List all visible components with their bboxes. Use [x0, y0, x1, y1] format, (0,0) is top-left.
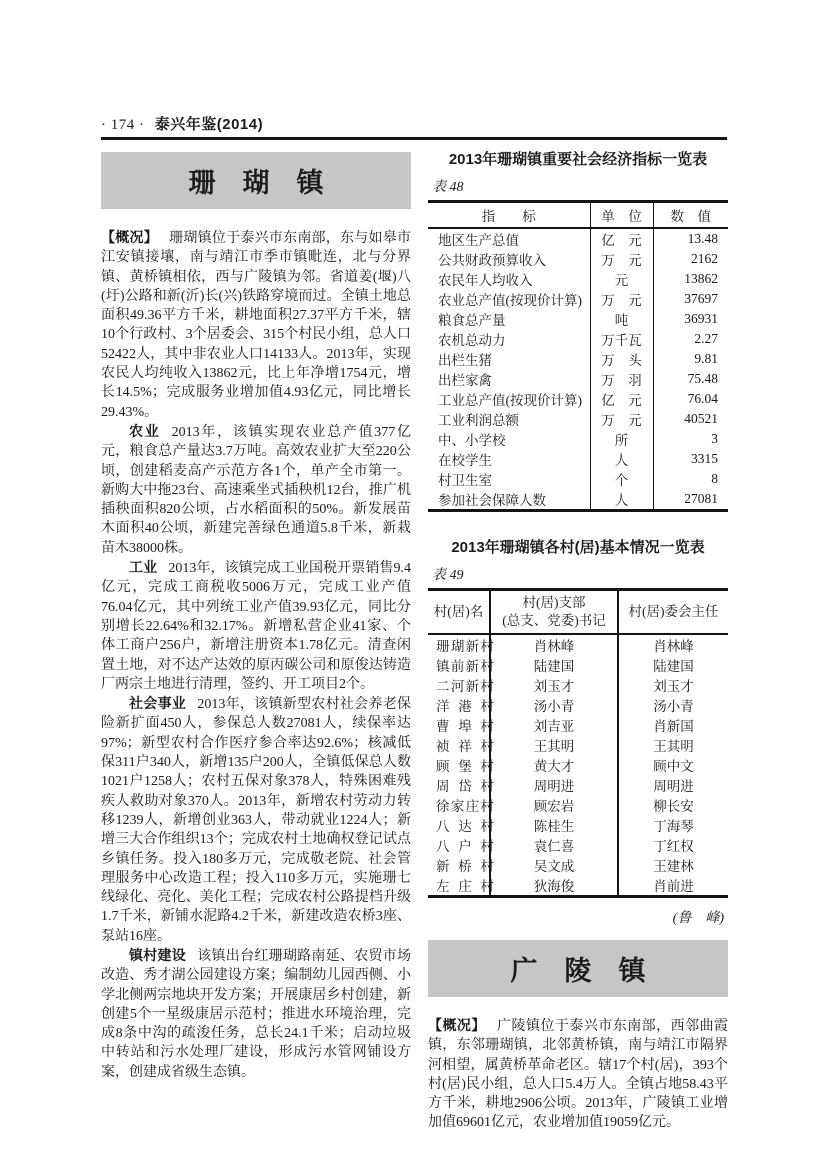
indicator-cell: 村卫生室: [438, 473, 492, 488]
col-unit: 单 位: [590, 202, 653, 229]
book-title: 泰兴年鉴(2014): [154, 116, 264, 133]
director-cell: 刘玉才: [653, 679, 694, 694]
unit-cell: 万 头: [590, 349, 653, 369]
col-indicator: 指 标: [428, 202, 590, 229]
secretary-cell: 吴文成: [490, 855, 618, 875]
villages-table: [428, 588, 728, 898]
author-byline: (鲁 峰): [672, 911, 724, 926]
secretary-cell: 刘玉才: [490, 675, 618, 695]
table-row: [428, 449, 728, 469]
table-row: [428, 269, 728, 289]
director-cell: 丁红权: [653, 839, 694, 854]
unit-cell: 元: [590, 269, 653, 289]
table48-label: 表 48: [432, 180, 464, 195]
economic-indicators-table: [428, 200, 728, 512]
table-row: [428, 755, 728, 775]
director-cell: 肖林峰: [653, 639, 694, 654]
table-row: [428, 715, 728, 735]
value-cell: 13862: [684, 271, 718, 286]
value-cell: 8: [711, 471, 718, 486]
paragraph-construction: [101, 946, 411, 1082]
table-row: [428, 795, 728, 815]
village-cell: 曹 埠 村: [436, 719, 494, 734]
indicator-cell: 工业总产值(按现价计算): [438, 393, 582, 408]
table-row: [428, 655, 728, 675]
unit-cell: 人: [590, 489, 653, 511]
value-cell: 40521: [684, 411, 718, 426]
secretary-cell: 狄海俊: [490, 875, 618, 897]
secretary-cell: 顾宏岩: [490, 795, 618, 815]
section-title: 珊 瑚 镇: [188, 168, 324, 198]
table-row: [428, 675, 728, 695]
table-row: [428, 369, 728, 389]
village-cell: 顾 堡 村: [436, 759, 494, 774]
paragraph-overview: [428, 1016, 728, 1133]
director-cell: 丁海琴: [653, 819, 694, 834]
unit-cell: 万 元: [590, 289, 653, 309]
table-row: [428, 349, 728, 369]
paragraph-label: 工业: [129, 559, 158, 576]
indicator-cell: 农民年人均收入: [438, 273, 533, 288]
table-row: [428, 469, 728, 489]
indicator-cell: 在校学生: [438, 453, 492, 468]
indicator-cell: 中、小学校: [438, 433, 506, 448]
village-cell: 珊瑚新村: [436, 639, 494, 654]
right-column: [428, 148, 728, 1133]
table-row: [428, 409, 728, 429]
village-cell: 新 桥 村: [436, 859, 494, 874]
unit-cell: 吨: [590, 309, 653, 329]
paragraph-text: 2013年，该镇实现农业总产值377亿元，粮食总产量达3.7万吨。高效农业扩大至220公顷，创建稻麦高产示范方各1个，单产全市第一。新购大中拖23台、高速乘坐式插秧机12台，推广机插秧面积820公顷，占水稻面积的50%。新发展苗木面积40公顷，新建完善绿色通道5.8千米，新栽苗木38000株。: [101, 424, 412, 556]
director-cell: 王建林: [653, 859, 694, 874]
table-row: [428, 815, 728, 835]
table-row: [428, 429, 728, 449]
paragraph-label: 【概况】: [428, 1017, 486, 1033]
col-value: 数 值: [653, 202, 728, 229]
section-title-box-shanhu: [101, 152, 411, 209]
village-cell: 镇前新村: [436, 659, 494, 674]
indicator-cell: 粮食总产量: [438, 313, 506, 328]
page-header: [101, 113, 727, 134]
table-row: [428, 389, 728, 409]
col-director: 村(居)委会主任: [618, 590, 728, 635]
unit-cell: 人: [590, 449, 653, 469]
director-cell: 顾中文: [653, 759, 694, 774]
indicator-cell: 公共财政预算收入: [438, 253, 546, 268]
unit-cell: 万千瓦: [590, 329, 653, 349]
table-row: [428, 695, 728, 715]
col-secretary-line1: 村(居)支部: [522, 595, 586, 610]
paragraph-text: 2013年，该镇完成工业国税开票销售9.4亿元，完成工商税收5006万元，完成工业产值76.04亿元，其中列统工业产值39.93亿元，同比分别增长22.64%和32.17%。新增私营企业41家、个体工商户256户，新增注册资本1.78亿元。清查闲置土地，对不达产达效的原丙碳公司和原俊达铸造厂两宗土地进行清理，签约、开工项目2个。: [101, 561, 412, 692]
director-cell: 柳长安: [653, 799, 694, 814]
village-cell: 八 户 村: [436, 839, 494, 854]
unit-cell: 万 羽: [590, 369, 653, 389]
paragraph-text: 广陵镇位于泰兴市东南部，西邻曲霞镇，东邻珊瑚镇，北邻黄桥镇，南与靖江市隔界河相望，属黄桥革命老区。辖17个村(居)，393个村(居)民小组，总人口5.4万人。全镇占地58.43平方千米，耕地2906公顷。2013年，广陵镇工业增加值69601亿元，农业增加值19059亿元。: [428, 1019, 729, 1131]
table-header-row: [428, 590, 728, 635]
indicator-cell: 出栏家禽: [438, 373, 492, 388]
header-rule: [101, 137, 727, 140]
secretary-cell: 陈桂生: [490, 815, 618, 835]
village-cell: 八 达 村: [436, 819, 494, 834]
secretary-cell: 袁仁喜: [490, 835, 618, 855]
value-cell: 13.48: [687, 231, 718, 246]
indicator-cell: 出栏生猪: [438, 353, 492, 368]
table-row: [428, 309, 728, 329]
paragraph-social: [101, 694, 411, 946]
secretary-cell: 王其明: [490, 735, 618, 755]
left-column: [101, 152, 411, 1082]
paragraph-text: 2013年，该镇新型农村社会养老保险新扩面450人，参保总人数27081人，续保率达97%；新型农村合作医疗参合率达92.6%；核减低保311户340人，新增135户200人，全镇低保总人数1021户1258人；农村五保对象378人，特殊困难残疾人救助对象370人。2013年，新增农村劳动力转移1239人，新增创业363人，带动就业1224人；新增三大合作组织13个；完成农村土地确权登记试点乡镇任务。投入180多万元，完成敬老院、社会管理服务中心改造工程；投入110多万元，实施珊七线绿化、亮化、美化工程；完成农村公路提档升级1.7千米，新铺水泥路4.2千米，新建改造农桥3座、泵站16座。: [101, 697, 412, 944]
paragraph-industry: [101, 558, 411, 694]
director-cell: 肖新国: [653, 719, 694, 734]
table-row: [428, 634, 728, 655]
col-secretary-line2: (总支、党委)书记: [502, 613, 606, 628]
table-row: [428, 228, 728, 249]
unit-cell: 万 元: [590, 249, 653, 269]
paragraph-label: 社会事业: [129, 695, 187, 712]
director-cell: 王其明: [653, 739, 694, 754]
table-header-row: [428, 202, 728, 229]
director-cell: 肖前进: [653, 879, 694, 894]
village-cell: 周 岱 村: [436, 779, 494, 794]
table-row: [428, 855, 728, 875]
director-cell: 周明进: [653, 779, 694, 794]
value-cell: 3: [711, 431, 718, 446]
indicator-cell: 工业利润总额: [438, 413, 519, 428]
unit-cell: 亿 元: [590, 228, 653, 249]
paragraph-overview: [101, 228, 411, 422]
paragraph-label: 农业: [129, 422, 161, 439]
table-row: [428, 735, 728, 755]
indicator-cell: 地区生产总值: [438, 233, 519, 248]
unit-cell: 亿 元: [590, 389, 653, 409]
table-row: [428, 489, 728, 511]
indicator-cell: 参加社会保障人数: [438, 493, 546, 508]
value-cell: 2.27: [694, 331, 718, 346]
director-cell: 汤小青: [653, 699, 694, 714]
secretary-cell: 肖林峰: [490, 634, 618, 655]
village-cell: 二河新村: [436, 679, 494, 694]
section-title-box-guangling: [428, 940, 728, 997]
table-row: [428, 329, 728, 349]
indicator-cell: 农机总动力: [438, 333, 506, 348]
unit-cell: 所: [590, 429, 653, 449]
col-village: 村(居)名: [428, 590, 490, 635]
table49-label: 表 49: [432, 568, 464, 583]
paragraph-label: 【概况】: [101, 229, 158, 245]
secretary-cell: 周明进: [490, 775, 618, 795]
director-cell: 陆建国: [653, 659, 694, 674]
table48-caption: 2013年珊瑚镇重要社会经济指标一览表: [448, 151, 708, 168]
village-cell: 徐家庄村: [436, 799, 494, 814]
table-row: [428, 775, 728, 795]
secretary-cell: 汤小青: [490, 695, 618, 715]
page-number: · 174 ·: [101, 117, 145, 133]
value-cell: 75.48: [687, 371, 718, 386]
table-row: [428, 289, 728, 309]
village-cell: 洋 港 村: [436, 699, 494, 714]
secretary-cell: 陆建国: [490, 655, 618, 675]
paragraph-label: 镇村建设: [129, 946, 187, 963]
village-cell: 左 庄 村: [436, 879, 494, 894]
table49-caption: 2013年珊瑚镇各村(居)基本情况一览表: [451, 539, 705, 556]
table-row: [428, 835, 728, 855]
value-cell: 27081: [684, 491, 718, 506]
indicator-cell: 农业总产值(按现价计算): [438, 293, 582, 308]
value-cell: 3315: [691, 451, 718, 466]
paragraph-agriculture: [101, 422, 411, 558]
unit-cell: 个: [590, 469, 653, 489]
secretary-cell: 刘吉亚: [490, 715, 618, 735]
value-cell: 37697: [684, 291, 718, 306]
value-cell: 9.81: [694, 351, 718, 366]
guangling-body: [428, 1016, 728, 1133]
secretary-cell: 黄大才: [490, 755, 618, 775]
unit-cell: 万 元: [590, 409, 653, 429]
value-cell: 36931: [684, 311, 718, 326]
table-row: [428, 875, 728, 897]
village-cell: 祯 祥 村: [436, 739, 494, 754]
value-cell: 2162: [691, 251, 718, 266]
section-title: 广 陵 镇: [510, 956, 646, 986]
col-secretary: [490, 590, 618, 635]
paragraph-text: 该镇出台红珊瑚路南延、农贸市场改造、秀才湖公园建设方案；编制幼儿园西侧、小学北侧两宗地块开发方案；开展康居乡村创建，新创建5个一星级康居示范村；推进水环境治理，完成8条中沟的疏浚任务，总长24.1千米；启动垃圾中转站和污水处理厂建设，形成污水管网铺设方案，创建成省级生态镇。: [101, 948, 412, 1080]
shanhu-body: [101, 228, 411, 1082]
value-cell: 76.04: [687, 391, 718, 406]
paragraph-text: 珊瑚镇位于泰兴市东南部，东与如皋市江安镇接壤，南与靖江市季市镇毗连，北与分界镇、黄桥镇相依，西与广陵镇为邻。省道姜(堰)八(圩)公路和新(沂)长(兴)铁路穿境而过。全镇土地总面积49.36平方千米，耕地面积27.37平方千米，辖10个行政村、3个居委会、315个村民小组，总人口52422人，其中非农业人口14133人。2013年，实现农民人均纯收入13862元，比上年净增1754元，增长14.5%；完成服务业增加值4.93亿元，同比增长29.43%。: [101, 231, 412, 420]
table-row: [428, 249, 728, 269]
